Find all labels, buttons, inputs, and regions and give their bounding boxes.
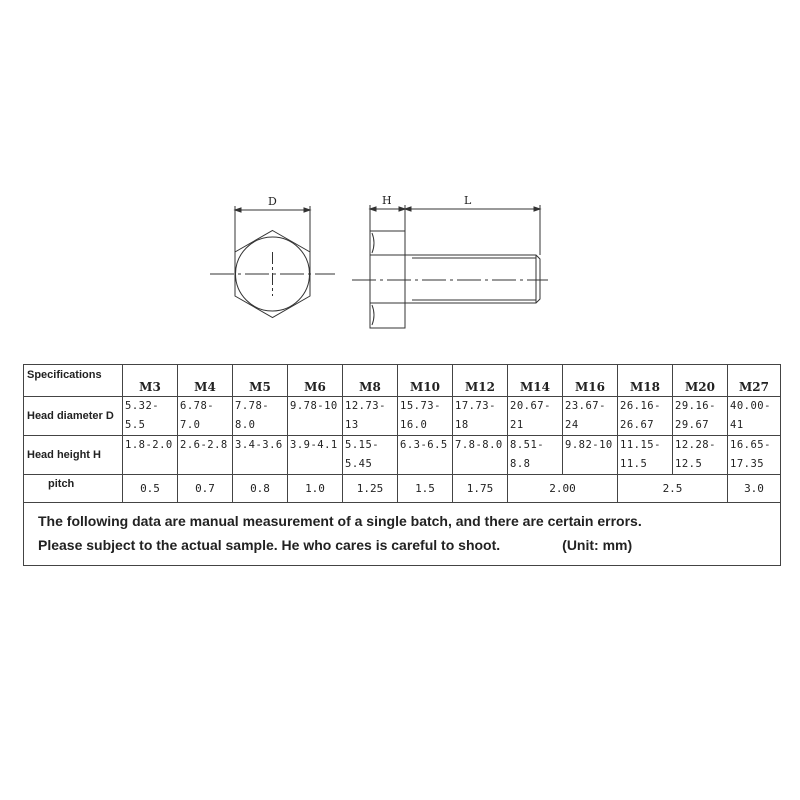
head-height-m12: 7.8-8.0 <box>453 436 508 475</box>
pitch-m18-m20: 2.5 <box>618 475 728 503</box>
note-line-1: The following data are manual measurement of a single batch, and there are certain errors. <box>38 513 642 529</box>
head-height-m16: 9.82-10 <box>563 436 618 475</box>
pitch-m8: 1.25 <box>343 475 398 503</box>
size-header-m20: M20 <box>673 365 728 397</box>
dimension-d-label: D <box>268 195 277 208</box>
specification-table <box>23 364 781 566</box>
head-height-m3: 1.8-2.0 <box>123 436 178 475</box>
size-header-m3: M3 <box>123 365 178 397</box>
measurement-note <box>24 503 781 566</box>
head-height-m6: 3.9-4.1 <box>288 436 343 475</box>
head-diameter-m27: 40.00-41 <box>728 397 781 436</box>
dimension-h-label: H <box>382 194 392 207</box>
pitch-m4: 0.7 <box>178 475 233 503</box>
pitch-m12: 1.75 <box>453 475 508 503</box>
size-header-m10: M10 <box>398 365 453 397</box>
head-height-m20: 12.28-12.5 <box>673 436 728 475</box>
head-height-m5: 3.4-3.6 <box>233 436 288 475</box>
hex-bolt-drawing <box>0 0 800 360</box>
head-height-m4: 2.6-2.8 <box>178 436 233 475</box>
unit-note: (Unit: mm) <box>562 537 633 553</box>
head-height-m27: 16.65-17.35 <box>728 436 781 475</box>
size-header-m6: M6 <box>288 365 343 397</box>
pitch-m5: 0.8 <box>233 475 288 503</box>
size-header-m12: M12 <box>453 365 508 397</box>
head-diameter-m12: 17.73-18 <box>453 397 508 436</box>
note-row <box>24 503 781 566</box>
size-header-m4: M4 <box>178 365 233 397</box>
head-diameter-m4: 6.78-7.0 <box>178 397 233 436</box>
head-diameter-m6: 9.78-10 <box>288 397 343 436</box>
pitch-m6: 1.0 <box>288 475 343 503</box>
head-diameter-m8: 12.73-13 <box>343 397 398 436</box>
pitch-m27: 3.0 <box>728 475 781 503</box>
size-header-m16: M16 <box>563 365 618 397</box>
head-height-m10: 6.3-6.5 <box>398 436 453 475</box>
head-height-m18: 11.15-11.5 <box>618 436 673 475</box>
head-height-m8: 5.15-5.45 <box>343 436 398 475</box>
pitch-row <box>24 475 781 503</box>
head-diameter-label: Head diameter D <box>24 397 123 436</box>
size-header-m5: M5 <box>233 365 288 397</box>
pitch-m14-m16: 2.00 <box>508 475 618 503</box>
pitch-m3: 0.5 <box>123 475 178 503</box>
head-diameter-m10: 15.73-16.0 <box>398 397 453 436</box>
head-diameter-m3: 5.32-5.5 <box>123 397 178 436</box>
head-diameter-m18: 26.16-26.67 <box>618 397 673 436</box>
size-header-m14: M14 <box>508 365 563 397</box>
head-height-m14: 8.51-8.8 <box>508 436 563 475</box>
header-row <box>24 365 781 397</box>
pitch-m10: 1.5 <box>398 475 453 503</box>
dimension-l-label: L <box>464 194 472 207</box>
head-diameter-m14: 20.67-21 <box>508 397 563 436</box>
head-diameter-m20: 29.16-29.67 <box>673 397 728 436</box>
head-height-label: Head height H <box>24 436 123 475</box>
bolt-shank <box>405 255 540 303</box>
pitch-label: pitch <box>24 475 123 503</box>
spec-header-cell: Specifications <box>24 365 123 397</box>
head-height-row <box>24 436 781 475</box>
size-header-m18: M18 <box>618 365 673 397</box>
note-line-2 <box>38 533 780 557</box>
size-header-m27: M27 <box>728 365 781 397</box>
size-header-m8: M8 <box>343 365 398 397</box>
head-diameter-row <box>24 397 781 436</box>
head-diameter-m16: 23.67-24 <box>563 397 618 436</box>
head-diameter-m5: 7.78-8.0 <box>233 397 288 436</box>
note-line-2-text: Please subject to the actual sample. He who cares is careful to shoot. <box>38 537 501 553</box>
